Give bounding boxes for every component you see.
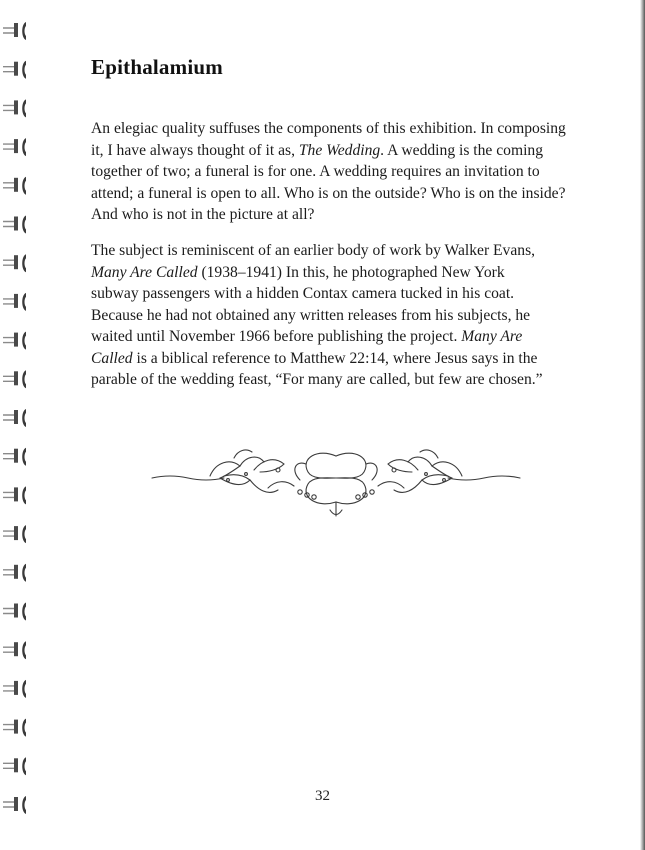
spiral-coil-icon bbox=[3, 680, 26, 698]
page-number: 32 bbox=[315, 788, 330, 804]
spiral-coil-icon bbox=[3, 332, 26, 350]
page-title: Epithalamium bbox=[91, 55, 223, 79]
page-edge-shadow bbox=[640, 0, 645, 850]
text-run: . A wedding is the coming bbox=[380, 141, 544, 159]
text-run: The subject is reminiscent of an earlier body of work by Walker Evans, bbox=[91, 242, 536, 259]
text-run: together of two; a funeral is for one. A wedding requires an invitation to bbox=[91, 163, 540, 180]
spiral-coil-icon bbox=[3, 177, 26, 195]
text-line bbox=[91, 348, 559, 370]
spiral-coil-icon bbox=[3, 370, 26, 388]
text-line bbox=[91, 161, 559, 183]
spiral-coil-icon bbox=[3, 525, 26, 543]
text-run: is a biblical reference to Matthew 22:14, where Jesus says in the bbox=[132, 349, 538, 367]
italic-title-text: The Wedding bbox=[298, 141, 381, 159]
spiral-coil-icon bbox=[3, 99, 26, 117]
text-line bbox=[91, 183, 566, 205]
text-line bbox=[91, 240, 559, 262]
italic-title-text: Many Are Called bbox=[91, 263, 198, 281]
text-run: parable of the wedding feast, “For many are called, but few are chosen.” bbox=[91, 371, 543, 388]
spiral-coil-icon bbox=[3, 254, 26, 272]
text-run: attend; a funeral is open to all. Who is on the outside? Who is on the inside? bbox=[91, 184, 566, 202]
text-run: subway passengers with a hidden Contax camera tucked in his coat. bbox=[91, 285, 515, 302]
spiral-coil-icon bbox=[3, 61, 26, 79]
body-paragraph-1 bbox=[91, 118, 566, 226]
spiral-coil-icon bbox=[3, 216, 26, 234]
text-run: (1938–1941) In this, he photographed New York bbox=[197, 263, 505, 281]
spiral-coil-icon bbox=[3, 641, 26, 659]
text-line bbox=[91, 326, 559, 348]
spiral-coil-icon bbox=[3, 719, 26, 737]
italic-title-text: Many Are bbox=[461, 328, 523, 345]
text-line bbox=[91, 262, 559, 284]
spiral-coil-icon bbox=[3, 448, 26, 466]
text-line bbox=[91, 305, 559, 327]
spiral-binding bbox=[0, 0, 40, 850]
text-line bbox=[91, 204, 559, 226]
text-run: An elegiac quality suffuses the components of this exhibition. In composing bbox=[91, 120, 566, 137]
body-paragraph-2 bbox=[91, 240, 559, 391]
text-line bbox=[91, 118, 566, 140]
text-run: waited until November 1966 before publishing the project. bbox=[91, 328, 462, 345]
spiral-coil-icon bbox=[3, 757, 26, 775]
text-line bbox=[91, 140, 559, 162]
spiral-coil-icon bbox=[3, 564, 26, 582]
italic-title-text: Called bbox=[91, 349, 133, 367]
floral-flourish-divider-icon bbox=[150, 440, 522, 520]
spiral-coil-icon bbox=[3, 486, 26, 504]
text-run: Because he had not obtained any written releases from his subjects, he bbox=[91, 306, 531, 324]
spiral-coil-icon bbox=[3, 138, 26, 156]
text-run: And who is not in the picture at all? bbox=[91, 206, 315, 223]
text-run: it, I have always thought of it as, bbox=[91, 141, 299, 159]
spiral-coil-icon bbox=[3, 409, 26, 427]
text-line bbox=[91, 369, 559, 391]
spiral-coil-icon bbox=[3, 603, 26, 621]
spiral-coil-icon bbox=[3, 22, 26, 40]
spiral-coil-icon bbox=[3, 293, 26, 311]
text-line bbox=[91, 283, 559, 305]
